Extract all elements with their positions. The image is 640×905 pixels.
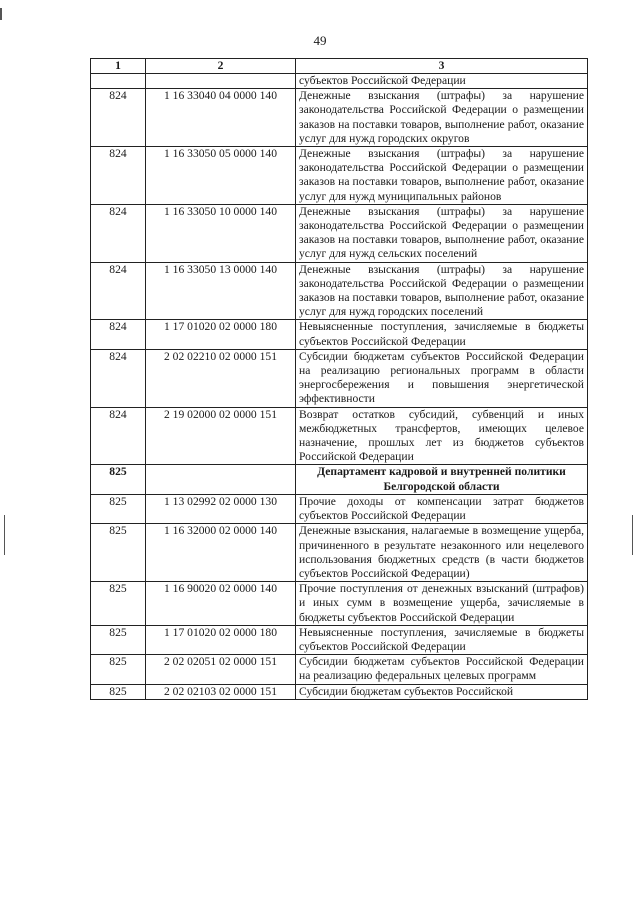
table-row — [91, 204, 588, 262]
description-cell: субъектов Российской Федерации — [296, 74, 588, 89]
row-number-cell: 824 — [91, 204, 146, 262]
column-header-3: 3 — [296, 59, 588, 74]
budget-code-cell: 1 17 01020 02 0000 180 — [146, 625, 296, 654]
description-cell: Денежные взыскания, налагаемые в возмещение ущерба, причиненного в результате незаконного или нецелевого использования бюджетных средств (в части бюджетов субъектов Российской Федерации) — [296, 524, 588, 582]
budget-code-cell: 2 02 02103 02 0000 151 — [146, 684, 296, 699]
budget-code-cell: 1 16 90020 02 0000 140 — [146, 582, 296, 626]
table-row — [91, 684, 588, 699]
row-number-cell: 825 — [91, 582, 146, 626]
description-cell: Невыясненные поступления, зачисляемые в бюджеты субъектов Российской Федерации — [296, 625, 588, 654]
budget-code-cell: 1 16 33040 04 0000 140 — [146, 89, 296, 147]
description-cell: Невыясненные поступления, зачисляемые в бюджеты субъектов Российской Федерации — [296, 320, 588, 349]
row-number-cell: 824 — [91, 262, 146, 320]
table-row — [91, 320, 588, 349]
budget-code-cell: 1 16 33050 10 0000 140 — [146, 204, 296, 262]
column-header-1: 1 — [91, 59, 146, 74]
table-row — [91, 407, 588, 465]
description-cell: Департамент кадровой и внутренней политики Белгородской области — [296, 465, 588, 494]
table-header — [91, 59, 588, 74]
scan-mark-right-middle — [632, 515, 633, 555]
table-row — [91, 524, 588, 582]
budget-code-cell: 1 16 33050 13 0000 140 — [146, 262, 296, 320]
table-row — [91, 494, 588, 523]
row-number-cell: 824 — [91, 407, 146, 465]
row-number-cell: 825 — [91, 655, 146, 684]
description-cell: Денежные взыскания (штрафы) за нарушение законодательства Российской Федерации о размещении заказов на поставки товаров, выполнение работ, оказание услуг для нужд городских поселений — [296, 262, 588, 320]
budget-code-cell: 1 17 01020 02 0000 180 — [146, 320, 296, 349]
table-row — [91, 625, 588, 654]
department-header-row — [91, 465, 588, 494]
row-number-cell: 824 — [91, 320, 146, 349]
budget-code-cell: 2 02 02051 02 0000 151 — [146, 655, 296, 684]
row-number-cell: 824 — [91, 89, 146, 147]
table-body — [91, 74, 588, 700]
row-number-cell: 824 — [91, 349, 146, 407]
description-cell: Субсидии бюджетам субъектов Российской Федерации на реализацию региональных программ в области энергосбережения и повышения энергетической эффективности — [296, 349, 588, 407]
table-row — [91, 89, 588, 147]
description-cell: Прочие поступления от денежных взысканий (штрафов) и иных сумм в возмещение ущерба, зачисляемые в бюджеты субъектов Российской Федерации — [296, 582, 588, 626]
description-cell: Прочие доходы от компенсации затрат бюджетов субъектов Российской Федерации — [296, 494, 588, 523]
table-row — [91, 349, 588, 407]
table-row — [91, 655, 588, 684]
description-cell: Субсидии бюджетам субъектов Российской — [296, 684, 588, 699]
description-cell: Денежные взыскания (штрафы) за нарушение законодательства Российской Федерации о размещении заказов на поставки товаров, выполнение работ, оказание услуг для нужд муниципальных районов — [296, 147, 588, 205]
row-number-cell: 824 — [91, 147, 146, 205]
column-header-row — [91, 59, 588, 74]
column-header-2: 2 — [146, 59, 296, 74]
description-cell: Денежные взыскания (штрафы) за нарушение законодательства Российской Федерации о размещении заказов на поставки товаров, выполнение работ, оказание услуг для нужд сельских поселений — [296, 204, 588, 262]
budget-code-cell: 1 16 32000 02 0000 140 — [146, 524, 296, 582]
budget-code-cell: 1 16 33050 05 0000 140 — [146, 147, 296, 205]
row-number-cell — [91, 74, 146, 89]
table-row — [91, 262, 588, 320]
description-cell: Денежные взыскания (штрафы) за нарушение законодательства Российской Федерации о размещении заказов на поставки товаров, выполнение работ, оказание услуг для нужд городских округов — [296, 89, 588, 147]
table-row — [91, 147, 588, 205]
budget-code-cell — [146, 74, 296, 89]
scan-mark-left-middle — [4, 515, 5, 555]
table-row — [91, 582, 588, 626]
budget-code-cell: 2 19 02000 02 0000 151 — [146, 407, 296, 465]
budget-code-cell — [146, 465, 296, 494]
scan-mark-left-top — [0, 8, 2, 20]
row-number-cell: 825 — [91, 494, 146, 523]
page-number: 49 — [313, 33, 327, 48]
revenue-codes-table — [90, 58, 588, 700]
description-cell: Возврат остатков субсидий, субвенций и иных межбюджетных трансфертов, имеющих целевое назначение, прошлых лет из бюджетов субъектов Российской Федерации — [296, 407, 588, 465]
budget-code-cell: 1 13 02992 02 0000 130 — [146, 494, 296, 523]
row-number-cell: 825 — [91, 625, 146, 654]
table-row — [91, 74, 588, 89]
row-number-cell: 825 — [91, 465, 146, 494]
budget-code-cell: 2 02 02210 02 0000 151 — [146, 349, 296, 407]
row-number-cell: 825 — [91, 684, 146, 699]
row-number-cell: 825 — [91, 524, 146, 582]
description-cell: Субсидии бюджетам субъектов Российской Федерации на реализацию федеральных целевых программ — [296, 655, 588, 684]
